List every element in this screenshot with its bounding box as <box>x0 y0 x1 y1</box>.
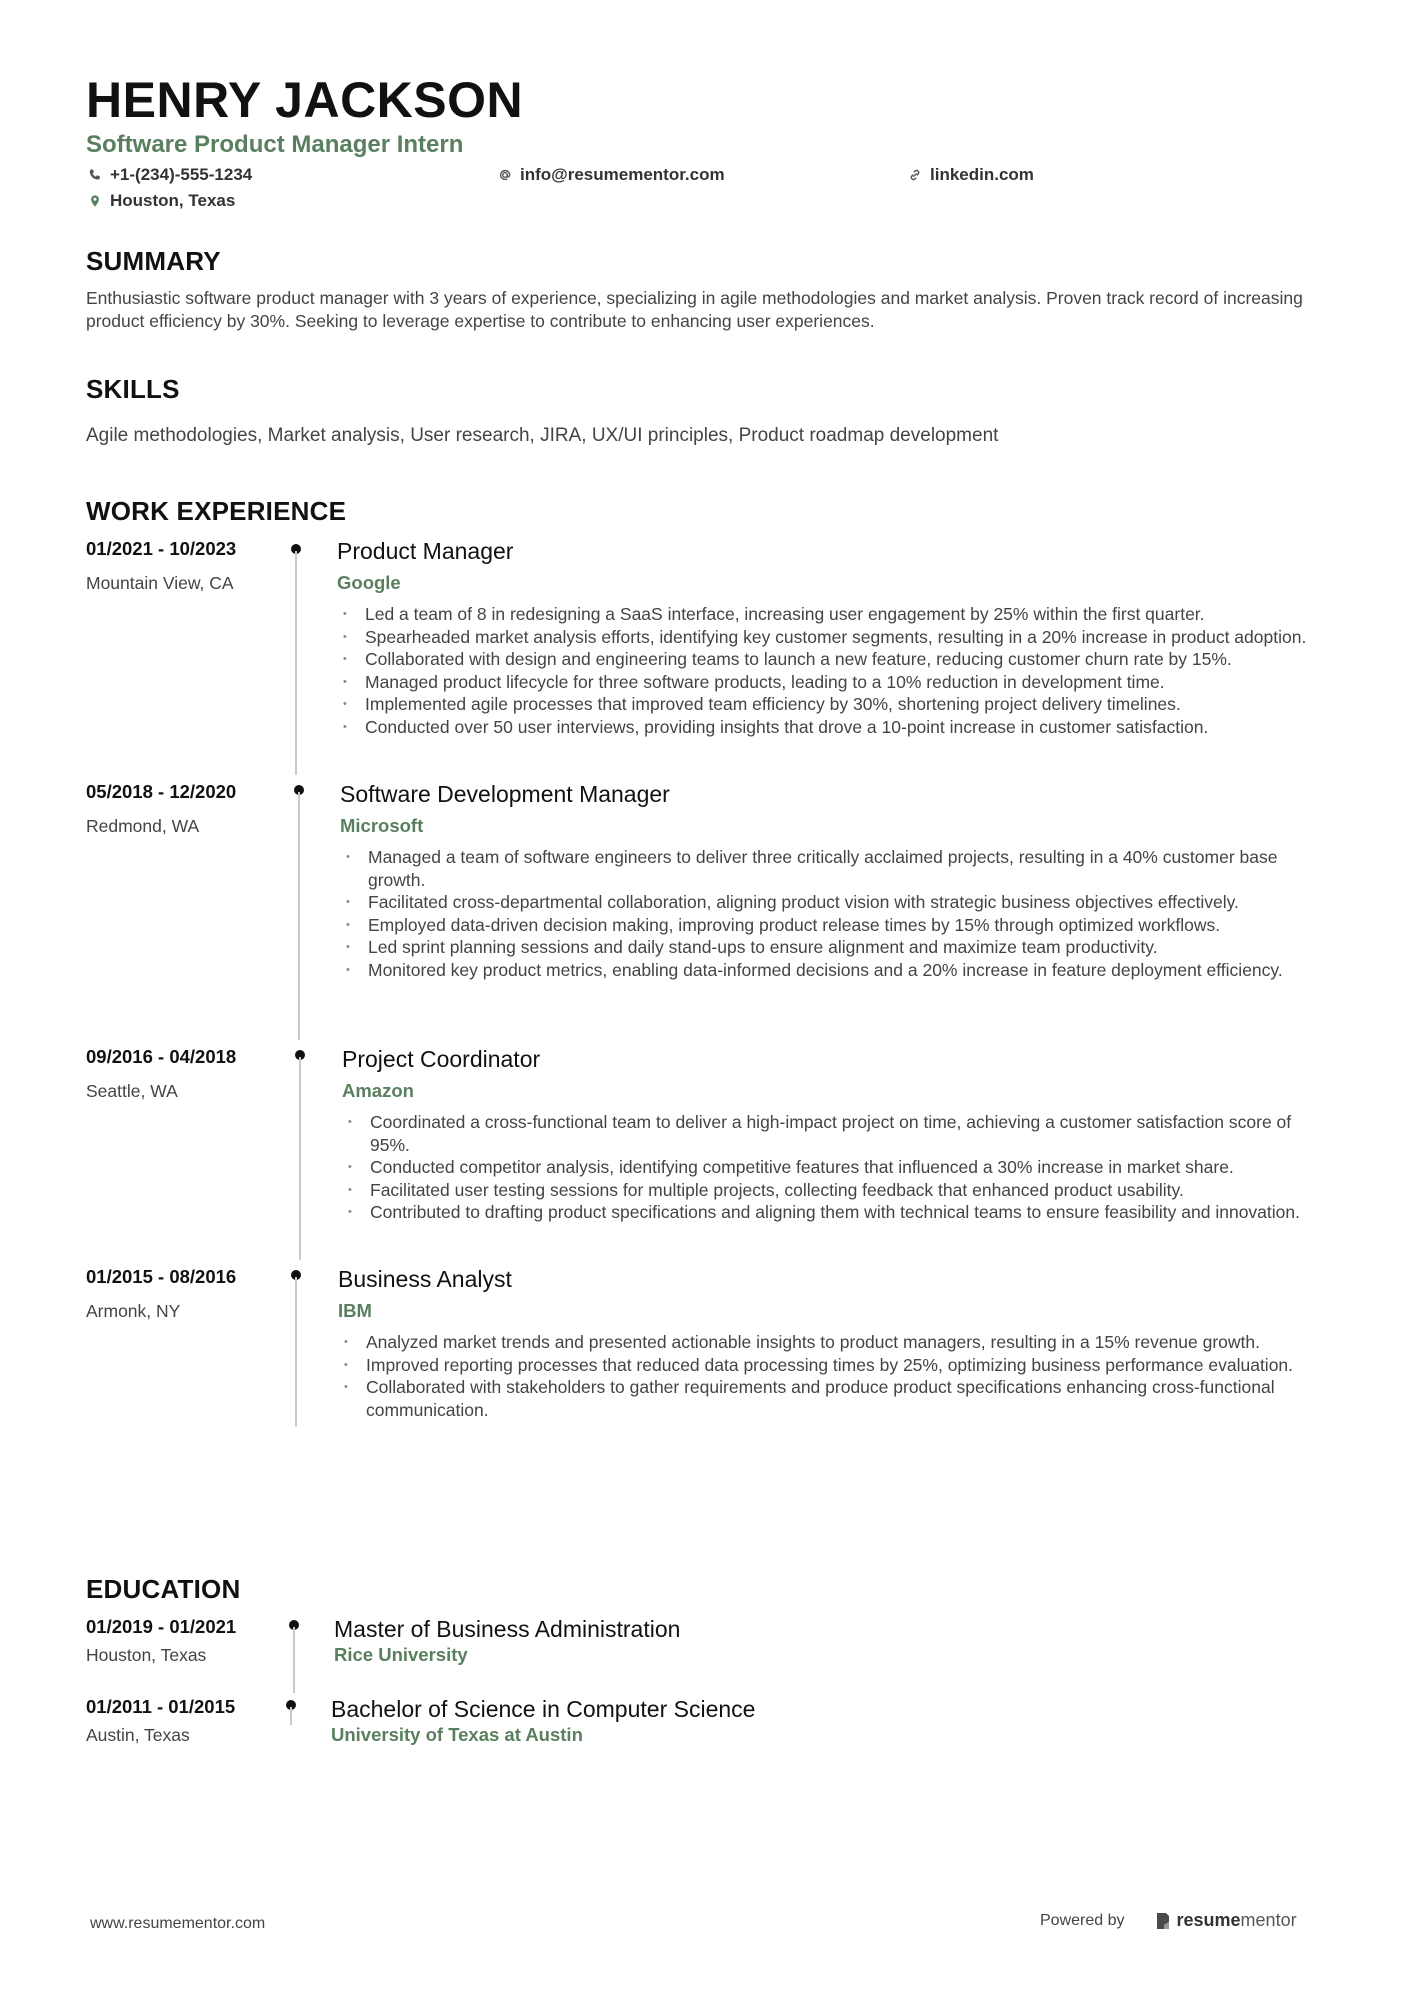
job-title: Project Coordinator <box>342 1046 541 1072</box>
job-entry <box>86 780 1326 1040</box>
phone-icon <box>86 166 104 184</box>
summary-heading: SUMMARY <box>86 246 221 276</box>
list-item: • Analyzed market trends and presented actionable insights to product managers, resulting in a 15% revenue growth. <box>338 1331 1326 1354</box>
footer-website[interactable]: www.resumementor.com <box>90 1915 266 1932</box>
contact-location <box>86 190 496 212</box>
job-title: Business Analyst <box>338 1266 512 1292</box>
job-location: Armonk, NY <box>86 1301 181 1321</box>
timeline-line <box>295 1277 297 1427</box>
company-name: Microsoft <box>340 815 424 836</box>
resume-page <box>86 70 1326 1745</box>
job-location: Seattle, WA <box>86 1081 178 1101</box>
brand-name-bold: resume <box>1176 1910 1241 1930</box>
list-item: • Conducted over 50 user interviews, providing insights that drove a 10-point increase in customer satisfaction. <box>337 716 1326 739</box>
contact-website <box>906 164 1206 186</box>
school-name: University of Texas at Austin <box>331 1724 583 1745</box>
company-name: Google <box>337 572 401 593</box>
work-experience-section <box>86 495 1326 1420</box>
school-name: Rice University <box>334 1644 468 1665</box>
contact-email <box>496 164 906 186</box>
job-dates: 01/2015 - 08/2016 <box>86 1266 237 1287</box>
list-item: • Employed data-driven decision making, improving product release times by 15% through optimized workflows. <box>340 914 1326 937</box>
education-section <box>86 1573 1326 1745</box>
phone-text: +1-(234)-555-1234 <box>110 165 253 184</box>
timeline-line <box>293 1627 295 1693</box>
skills-heading: SKILLS <box>86 374 180 404</box>
list-item: • Spearheaded market analysis efforts, identifying key customer segments, resulting in a 20% increase in product adoption. <box>337 626 1326 649</box>
list-item: • Managed product lifecycle for three software products, leading to a 10% reduction in development time. <box>337 671 1326 694</box>
job-dates: 05/2018 - 12/2020 <box>86 781 237 802</box>
education-heading: EDUCATION <box>86 1574 241 1604</box>
list-item: • Facilitated user testing sessions for multiple projects, collecting feedback that enhanced product usability. <box>342 1179 1326 1202</box>
candidate-role: Software Product Manager Intern <box>86 131 464 158</box>
job-bullets <box>337 603 1326 739</box>
job-bullets <box>342 1111 1326 1224</box>
education-entry <box>86 1615 1326 1695</box>
job-bullets <box>338 1331 1326 1421</box>
summary-text: Enthusiastic software product manager with 3 years of experience, specializing in agile methodologies and market analysis. Proven track record of increasing product efficiency by 30%. Seeking to leverage expertise to contribute to enhancing user experiences. <box>86 288 1303 331</box>
education-dates: 01/2011 - 01/2015 <box>86 1696 236 1717</box>
company-name: IBM <box>338 1300 372 1321</box>
contact-info <box>86 164 1326 212</box>
work-experience-heading: WORK EXPERIENCE <box>86 496 347 526</box>
location-text: Houston, Texas <box>110 191 236 210</box>
degree-title: Bachelor of Science in Computer Science <box>331 1696 756 1722</box>
list-item: • Implemented agile processes that improved team efficiency by 30%, shortening project delivery timelines. <box>337 693 1326 716</box>
list-item: • Led a team of 8 in redesigning a SaaS interface, increasing user engagement by 25% within the first quarter. <box>337 603 1326 626</box>
job-dates: 09/2016 - 04/2018 <box>86 1046 237 1067</box>
job-dates: 01/2021 - 10/2023 <box>86 538 237 559</box>
timeline-line <box>299 1057 301 1260</box>
timeline-line <box>290 1707 292 1725</box>
brand-logo-icon <box>1155 1912 1171 1930</box>
list-item: • Contributed to drafting product specifications and aligning them with technical teams to ensure feasibility and innovation. <box>342 1201 1326 1224</box>
brand-logo[interactable] <box>1155 1910 1297 1931</box>
skills-text: Agile methodologies, Market analysis, User research, JIRA, UX/UI principles, Product roadmap development <box>86 425 999 446</box>
job-location: Mountain View, CA <box>86 573 234 593</box>
job-entry <box>86 1045 1326 1260</box>
job-entry <box>86 1265 1326 1465</box>
education-location: Austin, Texas <box>86 1725 190 1745</box>
education-entry <box>86 1695 1326 1755</box>
summary-section <box>86 245 1326 333</box>
job-title: Software Development Manager <box>340 781 670 807</box>
timeline-line <box>295 551 297 775</box>
list-item: • Managed a team of software engineers to deliver three critically acclaimed projects, resulting in a 40% customer base growth. <box>340 846 1326 891</box>
job-location: Redmond, WA <box>86 816 200 836</box>
brand-name-light: mentor <box>1240 1910 1297 1930</box>
list-item: • Collaborated with stakeholders to gather requirements and produce product specifications enhancing cross-functional communication. <box>338 1376 1326 1421</box>
footer-branding <box>1040 1910 1297 1931</box>
job-entry <box>86 537 1326 777</box>
job-bullets <box>340 846 1326 982</box>
list-item: • Monitored key product metrics, enabling data-informed decisions and a 20% increase in feature deployment efficiency. <box>340 959 1326 982</box>
company-name: Amazon <box>342 1080 414 1101</box>
skills-section <box>86 373 1326 448</box>
list-item: • Coordinated a cross-functional team to deliver a high-impact project on time, achieving a customer satisfaction score of 95%. <box>342 1111 1326 1156</box>
timeline-line <box>298 792 300 1040</box>
powered-by-label: Powered by <box>1040 1911 1125 1929</box>
map-pin-icon <box>86 192 104 210</box>
list-item: • Conducted competitor analysis, identifying competitive features that influenced a 30% increase in market share. <box>342 1156 1326 1179</box>
at-icon <box>496 166 514 184</box>
education-location: Houston, Texas <box>86 1645 207 1665</box>
contact-phone <box>86 164 496 186</box>
job-title: Product Manager <box>337 538 514 564</box>
list-item: • Collaborated with design and engineering teams to launch a new feature, reducing customer churn rate by 15%. <box>337 648 1326 671</box>
email-text: info@resumementor.com <box>520 165 725 184</box>
candidate-name: HENRY JACKSON <box>86 72 524 128</box>
list-item: • Improved reporting processes that reduced data processing times by 25%, optimizing business performance evaluation. <box>338 1354 1326 1377</box>
website-text: linkedin.com <box>930 165 1034 184</box>
list-item: • Led sprint planning sessions and daily stand-ups to ensure alignment and maximize team productivity. <box>340 936 1326 959</box>
list-item: • Facilitated cross-departmental collaboration, aligning product vision with strategic business objectives effectively. <box>340 891 1326 914</box>
degree-title: Master of Business Administration <box>334 1616 681 1642</box>
education-dates: 01/2019 - 01/2021 <box>86 1616 237 1637</box>
link-icon <box>906 166 924 184</box>
